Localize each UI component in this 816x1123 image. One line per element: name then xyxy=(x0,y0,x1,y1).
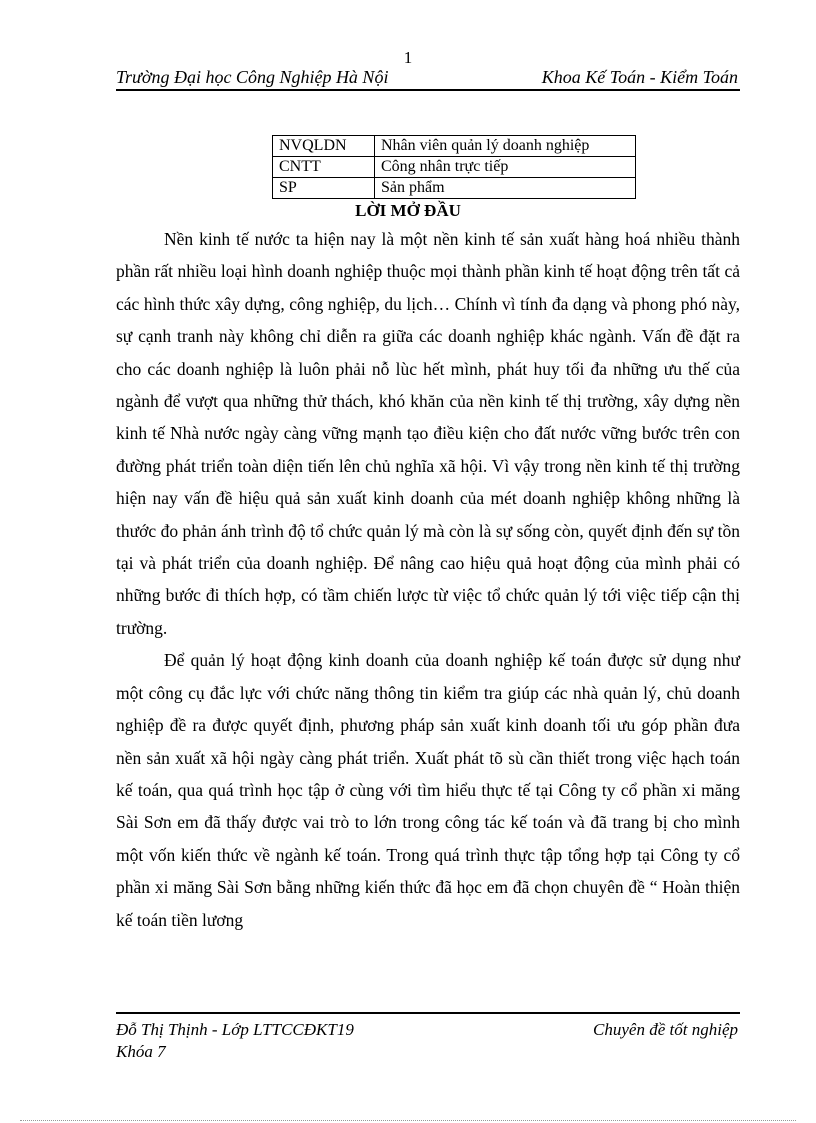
abbreviation-code: NVQLDN xyxy=(273,136,375,157)
abbreviation-meaning: Sản phẩm xyxy=(375,178,636,199)
page-header xyxy=(116,66,740,91)
footer-course: Khóa 7 xyxy=(116,1042,166,1061)
page-number: 1 xyxy=(403,48,413,67)
header-university: Trường Đại học Công Nghiệp Hà Nội xyxy=(116,67,389,87)
header-faculty: Khoa Kế Toán - Kiểm Toán xyxy=(541,67,738,87)
abbreviation-meaning: Nhân viên quản lý doanh nghiệp xyxy=(375,136,636,157)
abbreviation-code: CNTT xyxy=(273,157,375,178)
body-text xyxy=(116,223,740,936)
abbreviation-code: SP xyxy=(273,178,375,199)
section-heading: LỜI MỞ ĐẦU xyxy=(355,201,461,220)
table-row xyxy=(273,136,636,157)
abbreviation-meaning: Công nhân trực tiếp xyxy=(375,157,636,178)
table-row xyxy=(273,157,636,178)
footer-title: Chuyên đề tốt nghiệp xyxy=(593,1020,738,1039)
paragraph: Nền kinh tế nước ta hiện nay là một nền kinh tế sản xuất hàng hoá nhiều thành phần rất nhiều loại hình doanh nghiệp thuộc mọi thành phần kinh tế hoạt động trên tất cả các hình thức xây dựng, công nghiệp, du lịch… Chính vì tính đa dạng và phong phó này, sự cạnh tranh này không chỉ diễn ra giữa các doanh nghiệp khác ngành. Vấn đề đặt ra cho các doanh nghiệp là luôn phải nỗ lùc hết mình, phát huy tối đa những ưu thế của ngành để vượt qua những thử thách, khó khăn của nền kinh tế thị trường, xây dựng nền kinh tế Nhà nước ngày càng vững mạnh tạo điều kiện cho đất nước vững bước trên con đường phát triển toàn diện tiến lên chủ nghĩa xã hội. Vì vậy trong nền kinh tế thị trường hiện nay vấn đề hiệu quả sản xuất kinh doanh của mét doanh nghiệp không những là thước đo phản ánh trình độ tổ chức quản lý mà còn là sự sống còn, quyết định đến sự tồn tại và phát triển của doanh nghiệp. Để nâng cao hiệu quả hoạt động của mình phải có những bước đi thích hợp, có tầm chiến lược từ việc tổ chức quản lý tới việc tiếp cận thị trường. xyxy=(116,229,740,638)
footer-author: Đỗ Thị Thịnh - Lớp LTTCCĐKT19 xyxy=(116,1020,354,1039)
abbreviation-table xyxy=(272,135,636,199)
page-footer xyxy=(116,1012,740,1063)
paragraph: Để quản lý hoạt động kinh doanh của doanh nghiệp kế toán được sử dụng như một công cụ đắc lực với chức năng thông tin kiểm tra giúp các nhà quản lý, chủ doanh nghiệp đề ra được quyết định, phương pháp sản xuất kinh doanh tối ưu góp phần đưa nền sản xuất xã hội ngày càng phát triển. Xuất phát tõ sù cần thiết trong việc hạch toán kế toán, qua quá trình học tập ở cùng với tìm hiểu thực tế tại Công ty cổ phần xi măng Sài Sơn em đã thấy được vai trò to lớn trong công tác kế toán và đã trang bị cho mình một vốn kiến thức về ngành kế toán. Trong quá trình thực tập tổng hợp tại Công ty cổ phần xi măng Sài Sơn bằng những kiến thức đã học em đã chọn chuyên đề “ Hoàn thiện kế toán tiền lương xyxy=(116,650,740,930)
page-edge-divider xyxy=(20,1120,796,1121)
table-row xyxy=(273,178,636,199)
